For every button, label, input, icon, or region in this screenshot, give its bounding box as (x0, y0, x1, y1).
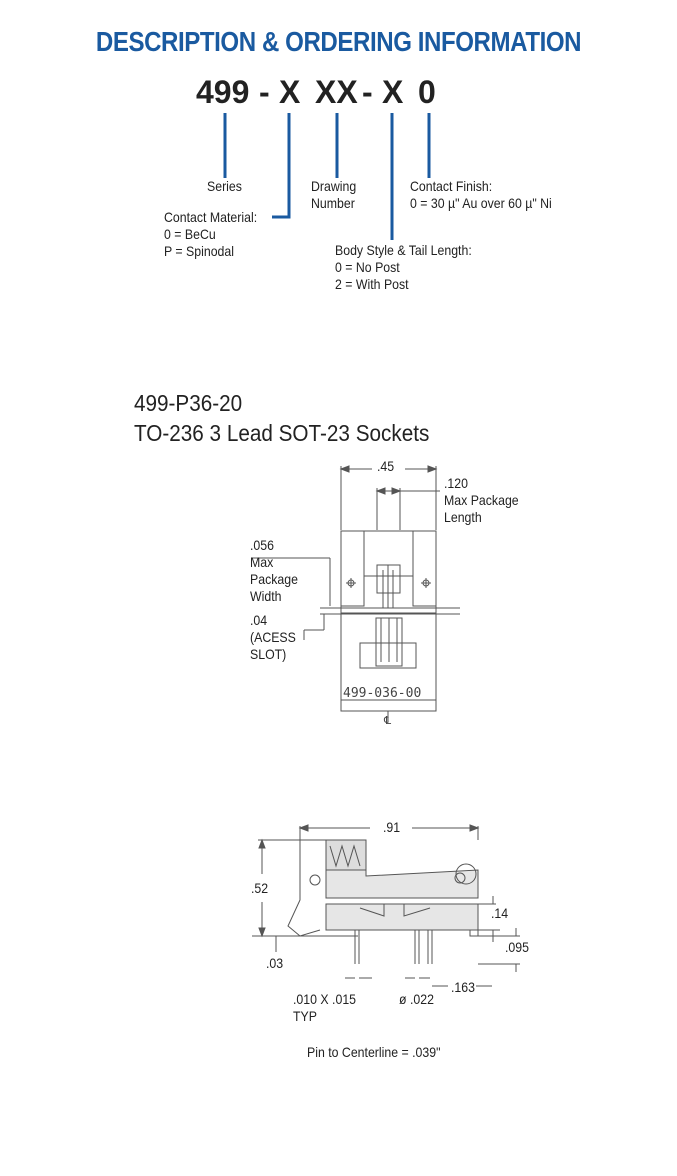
code-finish: 0 (418, 74, 436, 110)
pin-centerline-note: Pin to Centerline = .039" (307, 1044, 441, 1060)
code-dash-1: - (259, 74, 270, 110)
dim-access-slot: .04 (ACESS SLOT) (250, 612, 296, 662)
drawing-number-text: 499-036-00 (343, 686, 422, 701)
label-body-style: Body Style & Tail Length: 0 = No Post 2 = With Post (335, 242, 472, 292)
dim-post-095: .095 (505, 939, 529, 955)
code-body: X (382, 74, 404, 110)
code-drawing: XX (315, 74, 358, 110)
label-contact-finish: Contact Finish: 0 = 30 µ" Au over 60 µ" Ni (410, 178, 552, 211)
dim-pin-size: .010 X .015 TYP (293, 991, 357, 1024)
dim-length-91: .91 (383, 819, 401, 835)
dim-standoff-14: .14 (491, 905, 509, 921)
page-heading: DESCRIPTION & ORDERING INFORMATION (95, 26, 582, 57)
dim-max-package-length: .120 Max Package Length (444, 475, 519, 525)
dim-max-package-width: .056 Max Package Width (250, 537, 298, 604)
code-series: 499 (196, 74, 250, 110)
product-part-number: 499-P36-20 (134, 390, 243, 416)
label-series: Series (207, 178, 242, 194)
code-material: X (279, 74, 301, 110)
product-description: TO-236 3 Lead SOT-23 Sockets (134, 420, 430, 446)
dim-height-52: .52 (251, 880, 269, 896)
dim-post-diameter: ø .022 (399, 991, 434, 1007)
centerline-symbol: ℄ (384, 714, 392, 727)
dim-spacing-163: .163 (451, 979, 475, 995)
dim-bottom-03: .03 (266, 955, 284, 971)
code-dash-2: - (362, 74, 373, 110)
label-contact-material: Contact Material: 0 = BeCu P = Spinodal (164, 209, 258, 259)
label-drawing-number: Drawing Number (311, 178, 357, 211)
dim-width-45: .45 (377, 458, 395, 474)
